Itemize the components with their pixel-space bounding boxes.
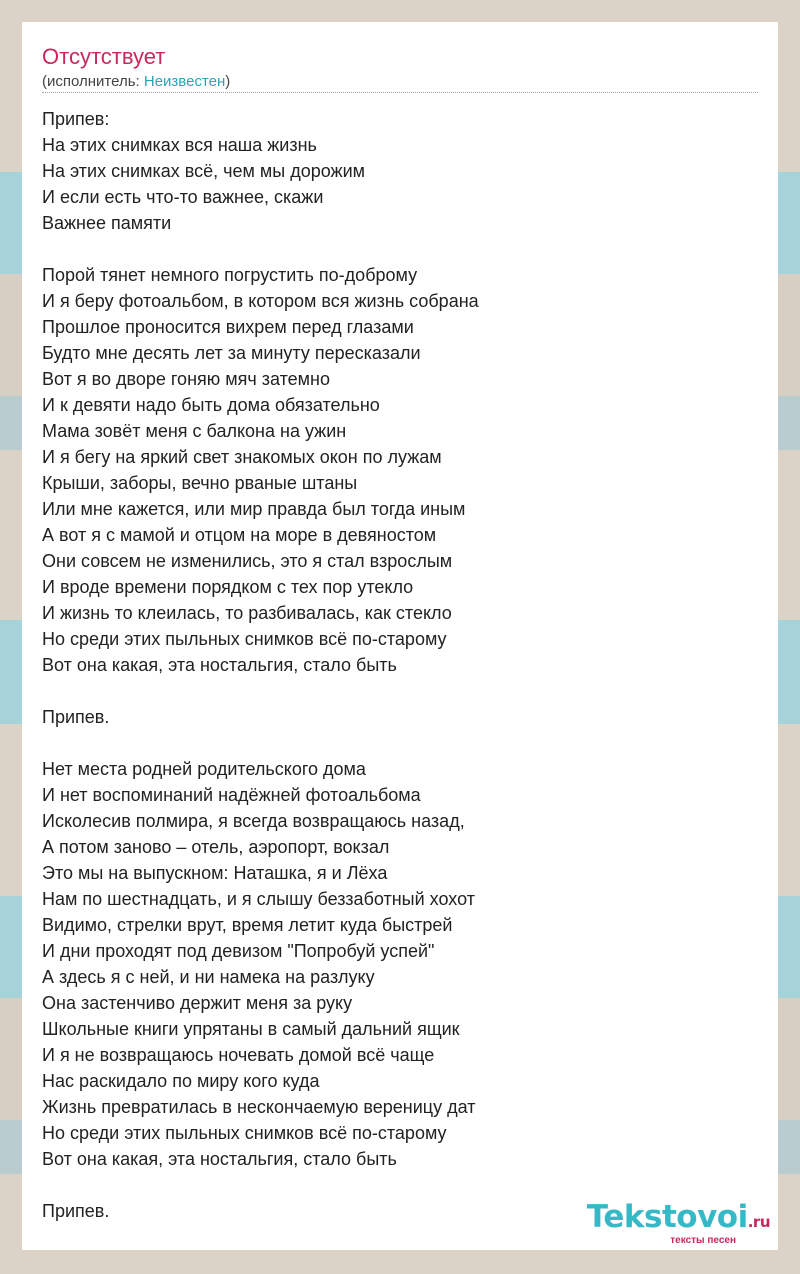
lyric-line: Но среди этих пыльных снимков всё по-старому [42, 1123, 447, 1143]
lyric-line: Нам по шестнадцать, и я слышу беззаботный хохот [42, 889, 475, 909]
lyric-line: А вот я с мамой и отцом на море в девяностом [42, 525, 437, 545]
lyric-line: И если есть что-то важнее, скажи [42, 187, 324, 207]
lyric-line: Порой тянет немного погрустить по-доброму [42, 265, 418, 285]
lyric-line: Мама зовёт меня с балкона на ужин [42, 421, 347, 441]
lyric-line: И дни проходят под девизом "Попробуй успей" [42, 941, 435, 961]
lyric-line: Нас раскидало по миру кого куда [42, 1071, 320, 1091]
lyric-line: А здесь я с ней, и ни намека на разлуку [42, 967, 375, 987]
artist-prefix: (исполнитель: [42, 73, 144, 90]
blank-line [42, 236, 758, 262]
lyric-line: Исколесив полмира, я всегда возвращаюсь назад, [42, 811, 465, 831]
lyric-line: Вот она какая, эта ностальгия, стало быть [42, 655, 397, 675]
lyric-line: Жизнь превратилась в нескончаемую вереницу дат [42, 1097, 476, 1117]
lyric-line: Крыши, заборы, вечно рваные штаны [42, 473, 358, 493]
lyric-line: Важнее памяти [42, 213, 172, 233]
lyric-line: Припев. [42, 1201, 110, 1221]
logo-tagline: тексты песен [670, 1235, 736, 1246]
lyric-line: Нет места родней родительского дома [42, 759, 366, 779]
lyric-line: Видимо, стрелки врут, время летит куда быстрей [42, 915, 453, 935]
lyric-line: И я не возвращаюсь ночевать домой всё чаще [42, 1045, 435, 1065]
lyric-line: И я беру фотоальбом, в котором вся жизнь собрана [42, 291, 479, 311]
logo-tld: .ru [747, 1213, 770, 1231]
lyric-line: Припев. [42, 707, 110, 727]
lyric-line: Она застенчиво держит меня за руку [42, 993, 353, 1013]
lyric-line: Припев: [42, 109, 110, 129]
lyric-line: Будто мне десять лет за минуту пересказали [42, 343, 421, 363]
lyric-line: Прошлое проносится вихрем перед глазами [42, 317, 414, 337]
artist-link[interactable]: Неизвестен [143, 73, 226, 90]
lyrics-card [22, 22, 778, 1250]
lyric-line: Вот она какая, эта ностальгия, стало быть [42, 1149, 397, 1169]
lyric-line: И я бегу на яркий свет знакомых окон по лужам [42, 447, 442, 467]
logo-name: Tekstovoi [586, 1199, 748, 1235]
divider [42, 92, 758, 93]
artist-suffix: ) [225, 73, 231, 90]
site-logo[interactable] [587, 1200, 770, 1246]
lyric-line: Вот я во дворе гоняю мяч затемно [42, 369, 330, 389]
lyric-line: Или мне кажется, или мир правда был тогда иным [42, 499, 466, 519]
lyric-line: И вроде времени порядком с тех пор утекло [42, 577, 414, 597]
lyric-line: И к девяти надо быть дома обязательно [42, 395, 380, 415]
artist-line [42, 73, 230, 90]
lyric-line: А потом заново – отель, аэропорт, вокзал [42, 837, 390, 857]
lyrics-text [42, 106, 758, 1224]
lyric-line: Школьные книги упрятаны в самый дальний ящик [42, 1019, 460, 1039]
lyric-line: И жизнь то клеилась, то разбивалась, как стекло [42, 603, 452, 623]
lyric-line: На этих снимках вся наша жизнь [42, 135, 317, 155]
lyric-line: Но среди этих пыльных снимков всё по-старому [42, 629, 447, 649]
lyric-line: На этих снимках всё, чем мы дорожим [42, 161, 366, 181]
song-title: Отсутствует [42, 44, 166, 69]
lyric-line: И нет воспоминаний надёжней фотоальбома [42, 785, 421, 805]
blank-line [42, 1172, 758, 1198]
blank-line [42, 730, 758, 756]
lyric-line: Они совсем не изменились, это я стал взрослым [42, 551, 453, 571]
blank-line [42, 678, 758, 704]
lyric-line: Это мы на выпускном: Наташка, я и Лёха [42, 863, 388, 883]
